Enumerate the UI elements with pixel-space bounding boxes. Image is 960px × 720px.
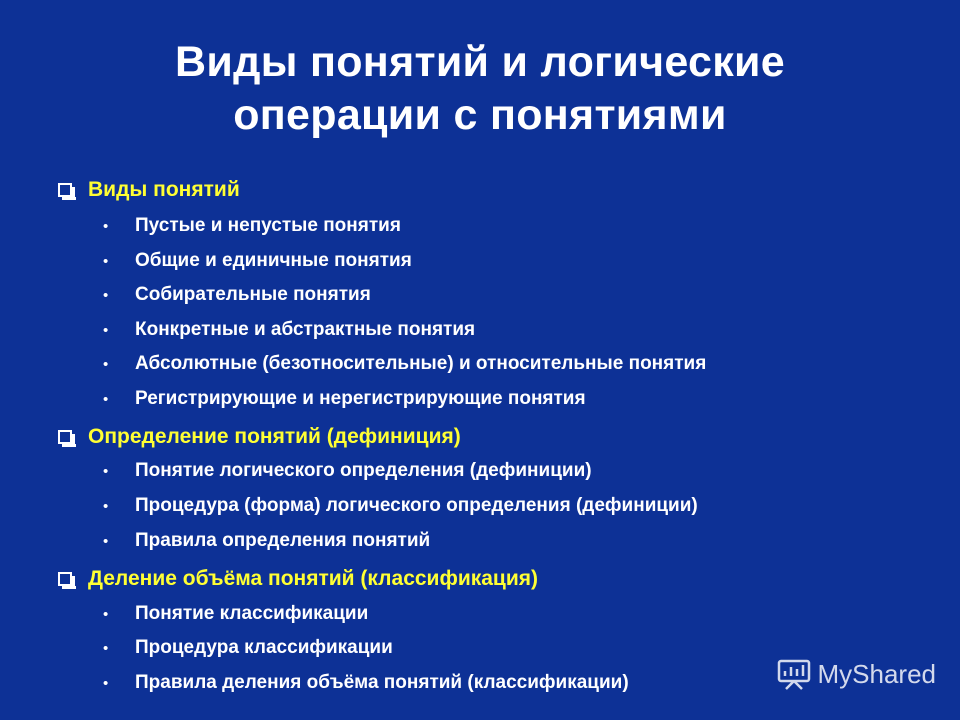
bullet-icon: • — [103, 605, 109, 623]
bullet-icon: • — [103, 217, 109, 235]
bullet-icon: • — [103, 674, 109, 692]
list-item — [103, 527, 430, 555]
checkbox-icon — [58, 572, 72, 586]
list-item — [103, 212, 401, 240]
list-item-label: Понятие логического определения (дефиниции) — [135, 460, 592, 481]
slide-title-line-1: Виды понятий и логические — [175, 38, 785, 86]
checkbox-icon — [58, 183, 72, 197]
bullet-icon: • — [103, 286, 109, 304]
presentation-board-icon — [776, 658, 812, 690]
list-item-label: Регистрирующие и нерегистрирующие понятия — [135, 388, 586, 409]
section-label: Определение понятий (дефиниция) — [88, 425, 461, 448]
list-item-label: Правила деления объёма понятий (классификации) — [135, 672, 629, 693]
list-item — [103, 457, 592, 485]
list-item — [103, 350, 706, 378]
list-item-label: Пустые и непустые понятия — [135, 215, 401, 236]
list-item-label: Собирательные понятия — [135, 284, 371, 305]
bullet-icon: • — [103, 355, 109, 373]
section-label: Виды понятий — [88, 178, 240, 201]
section-heading-delenie-obema — [58, 564, 538, 594]
list-item-label: Абсолютные (безотносительные) и относительные понятия — [135, 353, 707, 374]
bullet-icon: • — [103, 321, 109, 339]
list-item-label: Правила определения понятий — [135, 530, 431, 551]
list-item-label: Процедура (форма) логического определения (дефиниции) — [135, 495, 698, 516]
checkbox-icon — [58, 430, 72, 444]
list-item — [103, 385, 586, 413]
watermark-text: MyShared — [817, 658, 936, 689]
bullet-icon: • — [103, 462, 109, 480]
list-item-label: Понятие классификации — [135, 603, 369, 624]
list-item — [103, 247, 412, 275]
section-heading-vidy-ponyatiy — [58, 175, 240, 205]
list-item-label: Процедура классификации — [135, 637, 393, 658]
section-label: Деление объёма понятий (классификация) — [88, 567, 539, 590]
list-item — [103, 600, 368, 628]
bullet-icon: • — [103, 639, 109, 657]
slide-title — [0, 36, 960, 142]
list-item-label: Конкретные и абстрактные понятия — [135, 319, 476, 340]
bullet-icon: • — [103, 497, 109, 515]
list-item — [103, 634, 393, 662]
bullet-icon: • — [103, 390, 109, 408]
watermark — [776, 658, 937, 690]
list-item-label: Общие и единичные понятия — [135, 250, 412, 271]
bullet-icon: • — [103, 252, 109, 270]
list-item — [103, 669, 629, 697]
list-item — [103, 281, 371, 309]
section-heading-opredelenie-ponyatiy — [58, 422, 461, 452]
slide-title-line-2: операции с понятиями — [233, 91, 727, 139]
list-item — [103, 316, 475, 344]
bullet-icon: • — [103, 532, 109, 550]
list-item — [103, 492, 698, 520]
